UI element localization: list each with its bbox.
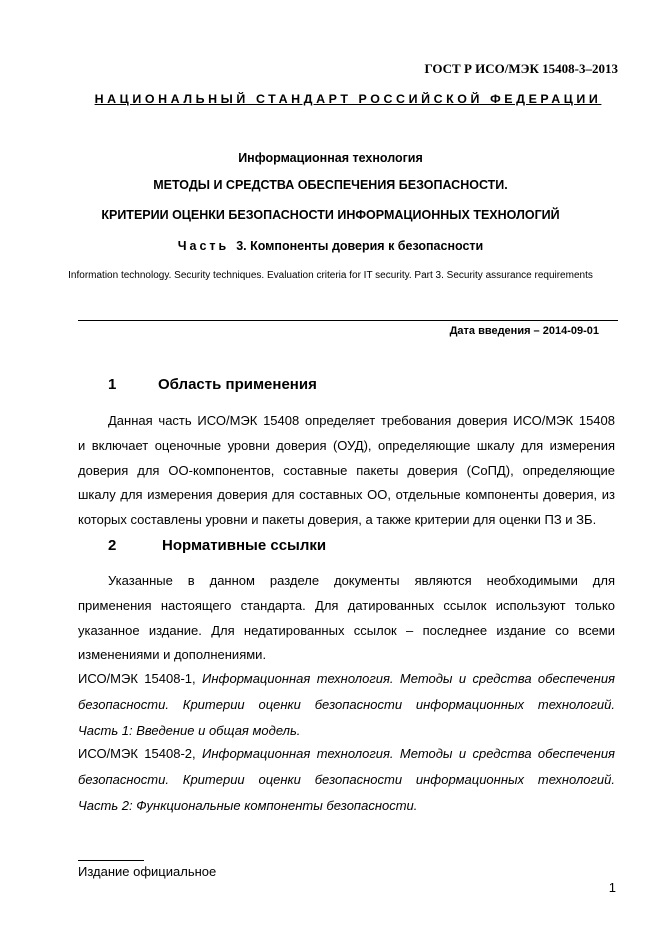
national-standard-heading: НАЦИОНАЛЬНЫЙ СТАНДАРТ РОССИЙСКОЙ ФЕДЕРАЦИИ [94,92,602,106]
paragraph-line: и включает оценочные уровни доверия (ОУД), определяющие шкалу для измерения [78,437,615,453]
paragraph-line: доверия для ОО-компонентов, составные пакеты доверия (СоПД), определяющие [78,462,615,478]
reference-title-line: безопасности. Критерии оценки безопасности информационных технологий. [78,772,615,787]
reference-code: ИСО/МЭК 15408-2, [78,746,203,761]
reference-code: ИСО/МЭК 15408-1, [78,671,203,686]
title-line-1: Информационная технология [238,151,423,165]
reference-title: Информационная технология. Методы и средства обеспечения [202,671,615,686]
paragraph-line: шкалу для измерения доверия для составных ОО, отдельные компоненты доверия, из [78,487,615,503]
paragraph-line: изменениями и дополнениями. [78,647,267,663]
part-title [0,239,661,253]
part-name: 3. Компоненты доверия к безопасности [236,239,484,253]
page-number: 1 [608,880,616,895]
section-2-paragraph [78,569,615,668]
english-title: Information technology. Security techniques. Evaluation criteria for IT security. Part 3. Security assurance requirements [68,270,593,281]
standard-code: ГОСТ Р ИСО/МЭК 15408-3–2013 [424,61,618,76]
paragraph-line: указанное издание. Для недатированных ссылок – последнее издание со всеми [78,622,615,638]
section-2-title: Нормативные ссылки [162,537,327,554]
reference-title-line: Часть 2: Функциональные компоненты безопасности. [78,798,418,813]
section-1-number: 1 [108,376,117,393]
reference-item [78,666,615,744]
paragraph-line: Данная часть ИСО/МЭК 15408 определяет требования доверия ИСО/МЭК 15408 [108,413,615,428]
paragraph-line: Указанные в данном разделе документы являются необходимыми для [108,573,615,588]
reference-title-line: безопасности. Критерии оценки безопасности информационных технологий. [78,697,615,712]
title-line-3: КРИТЕРИИ ОЦЕНКИ БЕЗОПАСНОСТИ ИНФОРМАЦИОННЫХ ТЕХНОЛОГИЙ [101,208,560,222]
reference-title: Информационная технология. Методы и средства обеспечения [202,746,615,761]
section-1-paragraph [78,409,615,533]
reference-title-line: Часть 1: Введение и общая модель. [78,723,301,738]
footer-divider [78,860,144,861]
paragraph-line: применения настоящего стандарта. Для датированных ссылок используют только [78,597,615,613]
section-2-number: 2 [108,537,117,554]
edition-note: Издание официальное [78,864,217,879]
part-label: Часть [177,239,230,253]
paragraph-line: которых составлены уровни и пакеты доверия, а также критерии для оценки ПЗ и ЗБ. [78,512,597,528]
introduction-date: Дата введения – 2014-09-01 [449,325,599,337]
reference-item [78,741,615,819]
title-line-2: МЕТОДЫ И СРЕДСТВА ОБЕСПЕЧЕНИЯ БЕЗОПАСНОСТИ. [153,178,508,192]
section-1-title: Область применения [158,376,317,393]
title-divider [78,320,618,321]
